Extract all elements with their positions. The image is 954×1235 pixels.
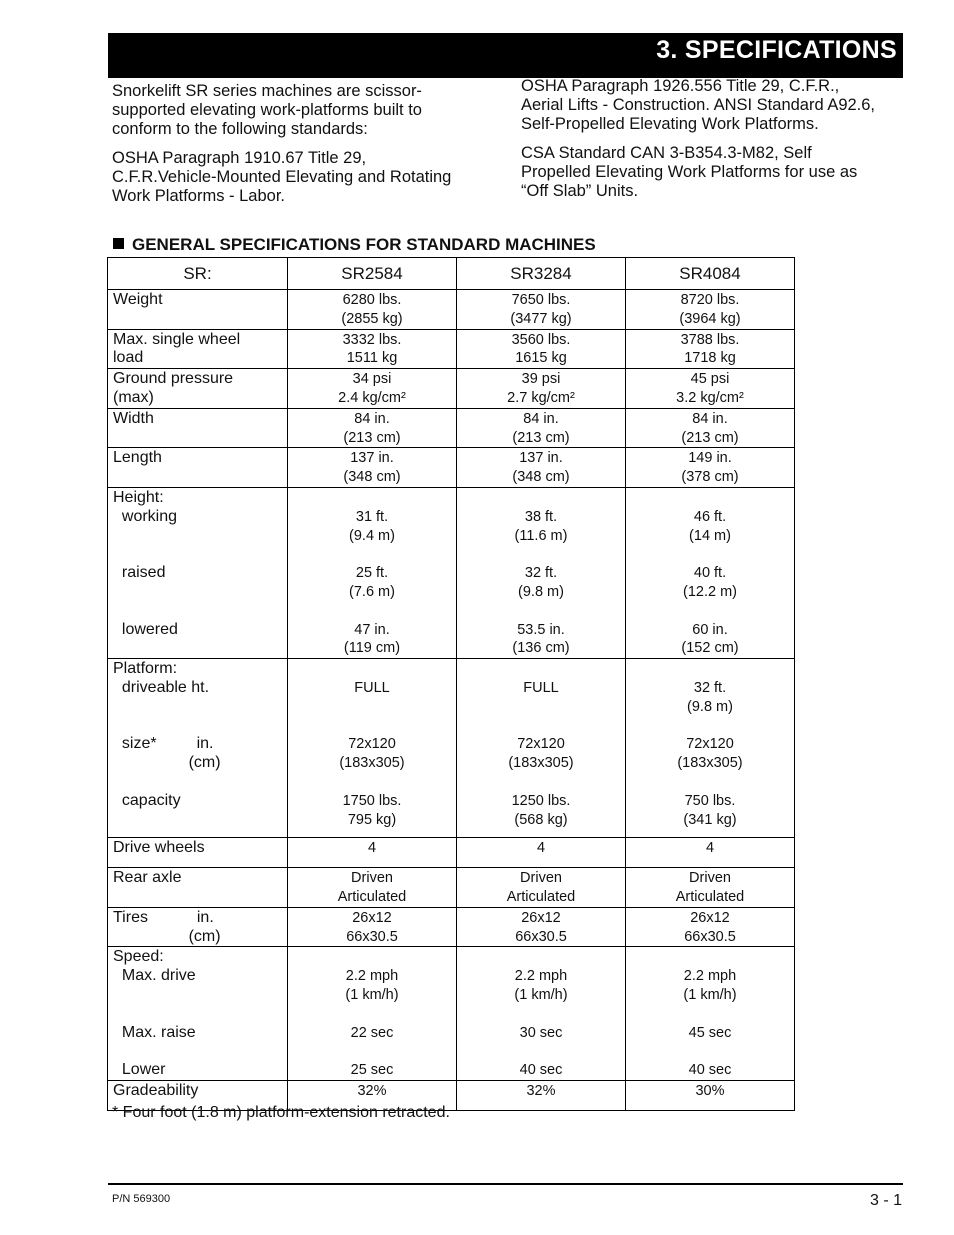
- specifications-table: [107, 257, 795, 1111]
- table-cell: 4: [626, 838, 795, 868]
- table-cell: 32%: [457, 1080, 626, 1110]
- table-cell: Driven Articulated: [457, 868, 626, 908]
- table-cell: 26x12 66x30.5: [457, 907, 626, 947]
- table-cell: 4: [457, 838, 626, 868]
- table-row: [108, 408, 795, 448]
- table-cell: 32 ft. (9.8 m) 72x120 (183x305) 750 lbs. (341 kg): [626, 659, 795, 838]
- table-header-cell: SR:: [108, 258, 288, 290]
- table-cell: 137 in. (348 cm): [288, 448, 457, 488]
- table-cell: 30%: [626, 1080, 795, 1110]
- table-row: [108, 487, 795, 658]
- table-header-row: [108, 258, 795, 290]
- table-cell: 3560 lbs. 1615 kg: [457, 329, 626, 369]
- table-cell: 84 in. (213 cm): [288, 408, 457, 448]
- table-row: [108, 329, 795, 369]
- table-header-cell: SR2584: [288, 258, 457, 290]
- table-row: [108, 369, 795, 409]
- intro-paragraph: OSHA Paragraph 1910.67 Title 29, C.F.R.Vehicle-Mounted Elevating and Rotating Work Platforms - Labor.: [112, 149, 452, 205]
- row-label: Height: working raised lowered: [108, 487, 288, 658]
- table-row: [108, 868, 795, 908]
- row-label: Length: [108, 448, 288, 488]
- table-row: [108, 838, 795, 868]
- table-cell: 3788 lbs. 1718 kg: [626, 329, 795, 369]
- table-cell: 2.2 mph (1 km/h) 30 sec 40 sec: [457, 947, 626, 1081]
- table-cell: Driven Articulated: [626, 868, 795, 908]
- row-label: Ground pressure (max): [108, 369, 288, 409]
- table-cell: 149 in. (378 cm): [626, 448, 795, 488]
- page-title: 3. SPECIFICATIONS: [656, 36, 897, 64]
- row-label: Width: [108, 408, 288, 448]
- table-cell: 7650 lbs. (3477 kg): [457, 290, 626, 330]
- table-row: [108, 659, 795, 838]
- row-label: Speed: Max. drive Max. raise Lower: [108, 947, 288, 1081]
- row-label: Drive wheels: [108, 838, 288, 868]
- table-cell: 34 psi 2.4 kg/cm²: [288, 369, 457, 409]
- intro-paragraph: OSHA Paragraph 1926.556 Title 29, C.F.R., Aerial Lifts - Construction. ANSI Standard A92.6, Self-Propelled Elevating Work Platforms.: [521, 77, 876, 133]
- row-label: Rear axle: [108, 868, 288, 908]
- table-cell: 26x12 66x30.5: [288, 907, 457, 947]
- intro-paragraph: CSA Standard CAN 3-B354.3-M82, Self Propelled Elevating Work Platforms for use as “Off Slab” Units.: [521, 144, 858, 200]
- table-cell: 84 in. (213 cm): [626, 408, 795, 448]
- footnote: * Four foot (1.8 m) platform-extension retracted.: [112, 1104, 450, 1121]
- header-bar: [108, 33, 903, 78]
- table-cell: 32%: [288, 1080, 457, 1110]
- table-cell: 2.2 mph (1 km/h) 22 sec 25 sec: [288, 947, 457, 1081]
- table-cell: FULL 72x120 (183x305) 1250 lbs. (568 kg): [457, 659, 626, 838]
- table-cell: 31 ft. (9.4 m) 25 ft. (7.6 m) 47 in. (119 cm): [288, 487, 457, 658]
- row-label: Tires in. (cm): [108, 907, 288, 947]
- table-cell: 137 in. (348 cm): [457, 448, 626, 488]
- table-cell: 8720 lbs. (3964 kg): [626, 290, 795, 330]
- table-row: [108, 448, 795, 488]
- table-cell: FULL 72x120 (183x305) 1750 lbs. 795 kg): [288, 659, 457, 838]
- section-heading: [113, 235, 596, 255]
- row-label: Max. single wheel load: [108, 329, 288, 369]
- intro-paragraph: Snorkelift SR series machines are scissor- supported elevating work-platforms built to conform to the following standards:: [112, 82, 422, 138]
- row-label: Gradeability: [108, 1080, 288, 1110]
- intro-right-column: [521, 77, 906, 211]
- page-number: 3 - 1: [869, 1192, 902, 1209]
- table-cell: 39 psi 2.7 kg/cm²: [457, 369, 626, 409]
- table-cell: 45 psi 3.2 kg/cm²: [626, 369, 795, 409]
- section-heading-text: GENERAL SPECIFICATIONS FOR STANDARD MACHINES: [132, 235, 596, 254]
- row-label: Weight: [108, 290, 288, 330]
- table-cell: Driven Articulated: [288, 868, 457, 908]
- table-cell: 4: [288, 838, 457, 868]
- table-cell: 2.2 mph (1 km/h) 45 sec 40 sec: [626, 947, 795, 1081]
- table-cell: 3332 lbs. 1511 kg: [288, 329, 457, 369]
- table-header-cell: SR4084: [626, 258, 795, 290]
- row-label: Platform: driveable ht. size* in. (cm) capacity: [108, 659, 288, 838]
- table-cell: 84 in. (213 cm): [457, 408, 626, 448]
- footer-divider: [108, 1183, 903, 1185]
- table-row: [108, 907, 795, 947]
- table-row: [108, 290, 795, 330]
- table-cell: 6280 lbs. (2855 kg): [288, 290, 457, 330]
- part-number: P/N 569300: [112, 1193, 171, 1205]
- table-cell: 46 ft. (14 m) 40 ft. (12.2 m) 60 in. (152 cm): [626, 487, 795, 658]
- table-cell: 38 ft. (11.6 m) 32 ft. (9.8 m) 53.5 in. (136 cm): [457, 487, 626, 658]
- table-header-cell: SR3284: [457, 258, 626, 290]
- intro-left-column: [112, 82, 492, 216]
- bullet-square-icon: [113, 238, 124, 249]
- table-row: [108, 947, 795, 1081]
- table-cell: 26x12 66x30.5: [626, 907, 795, 947]
